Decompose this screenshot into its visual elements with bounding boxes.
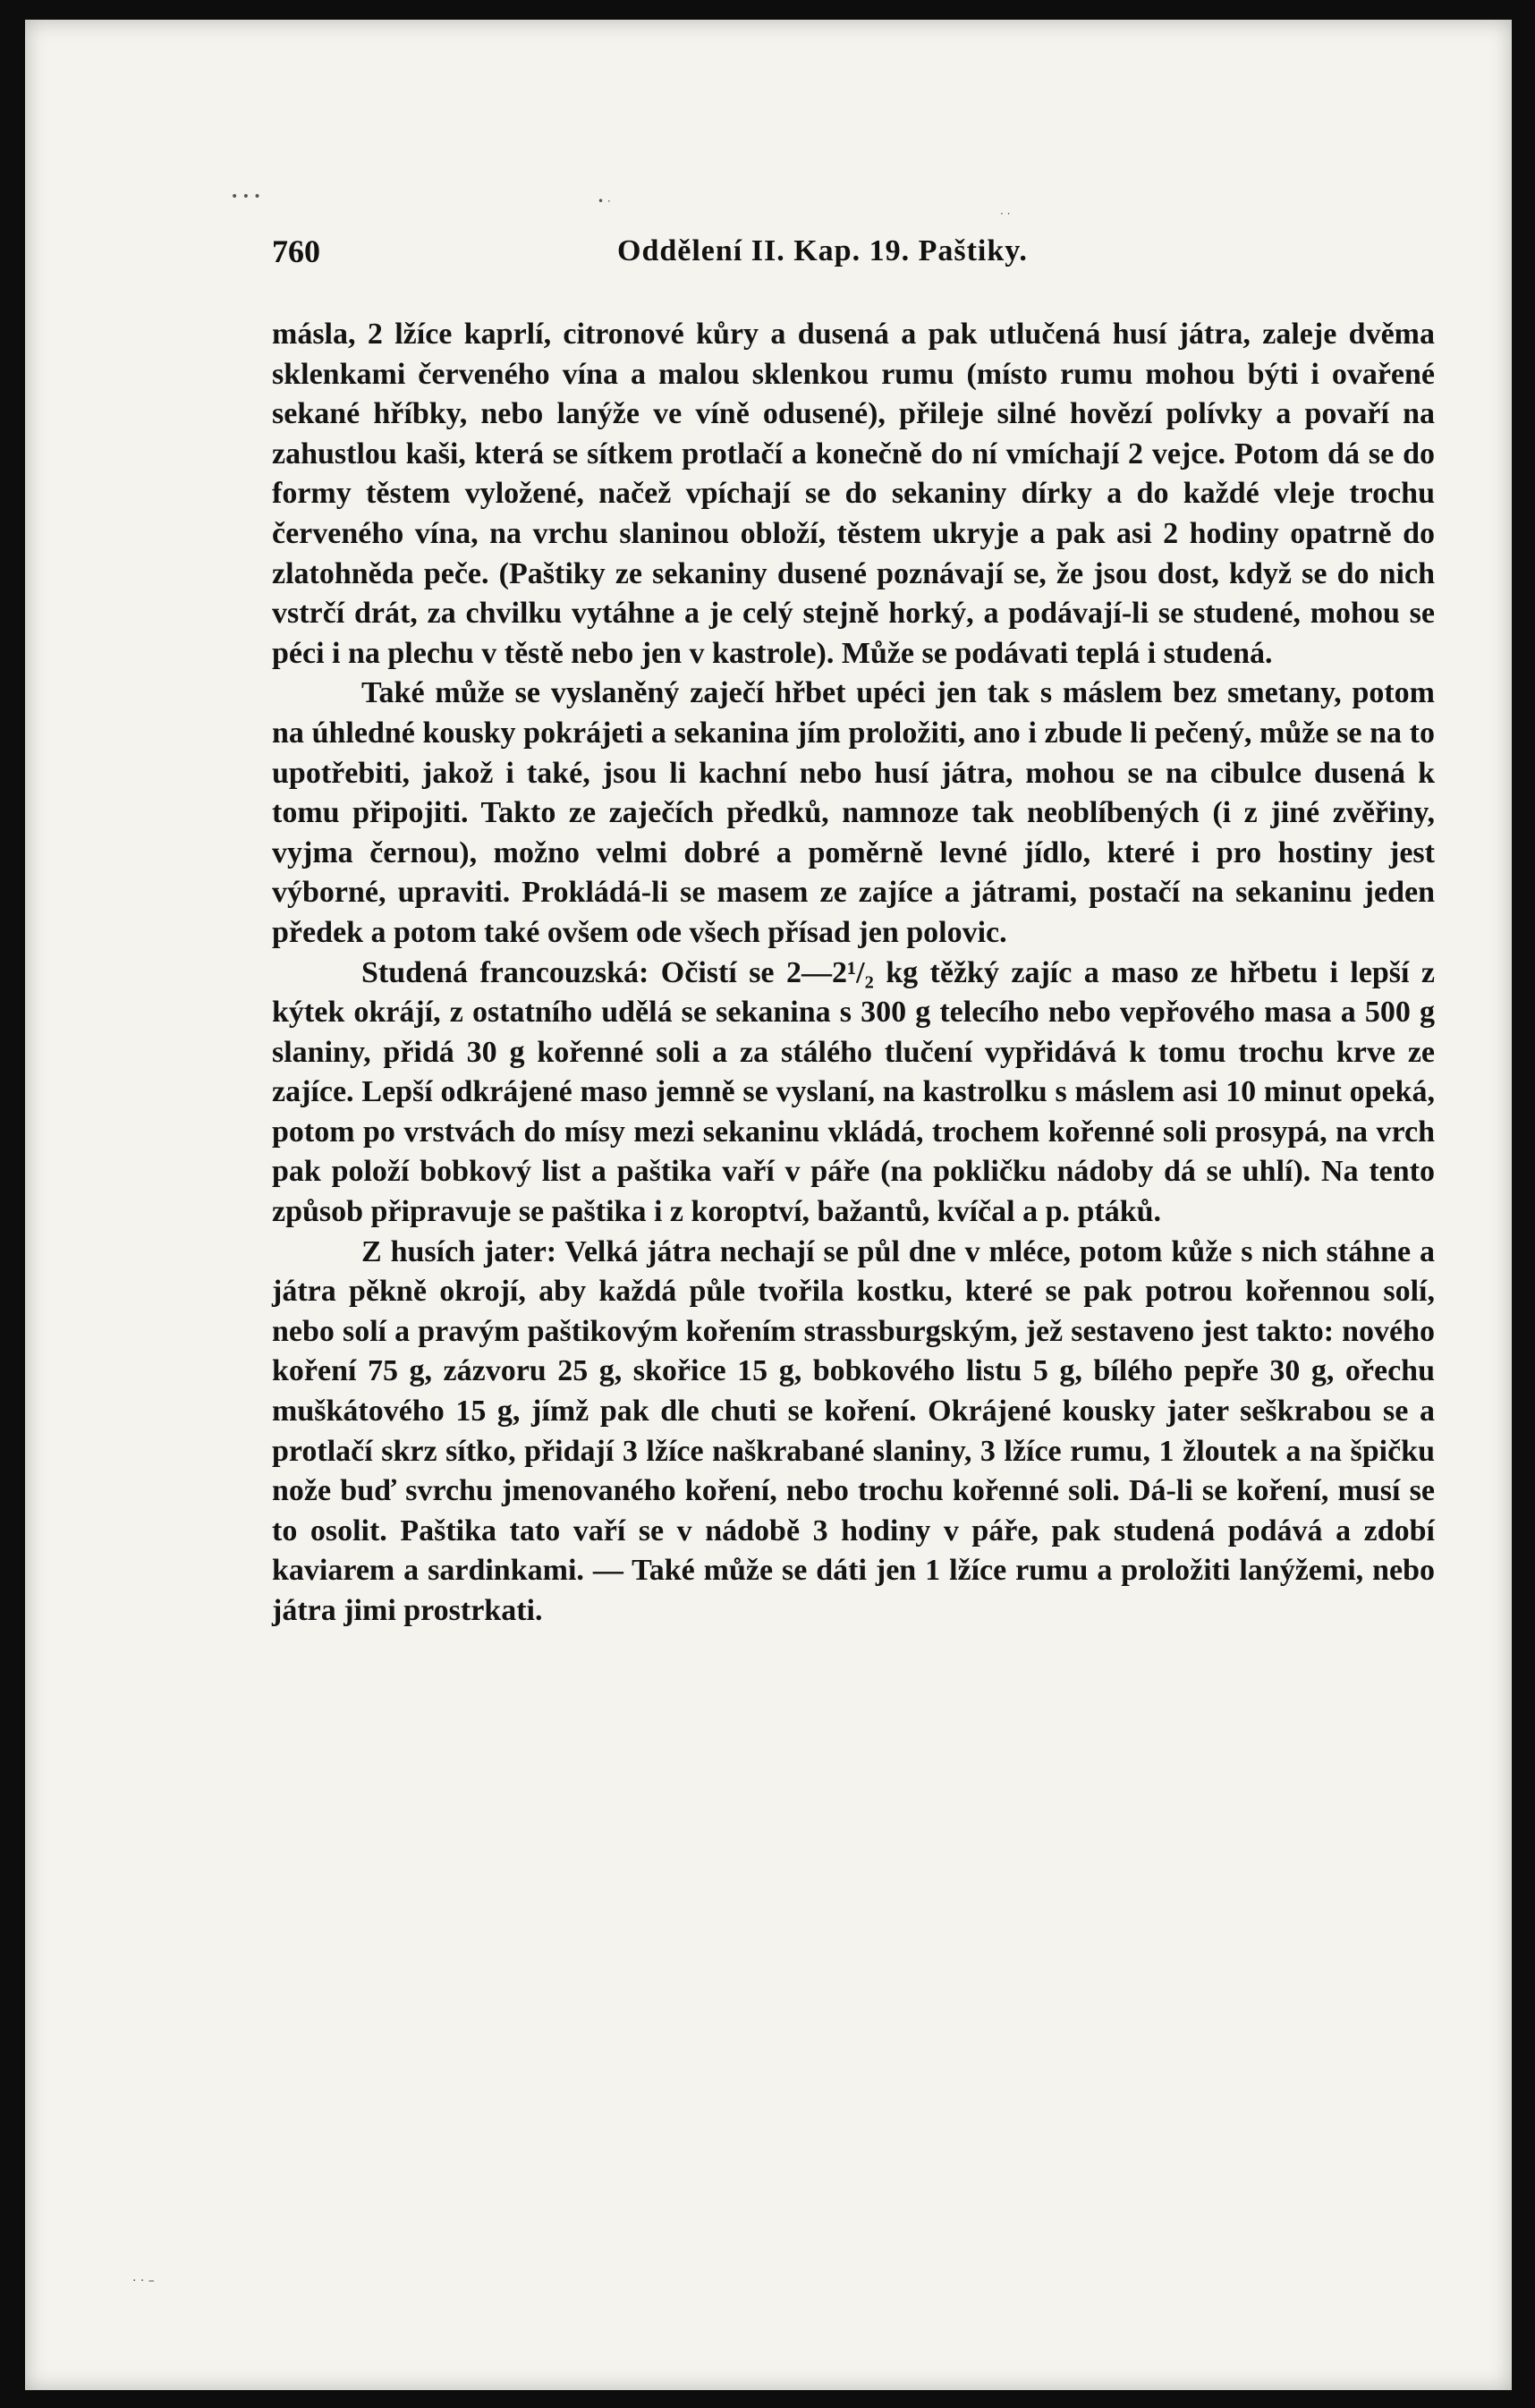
paragraph-1 <box>272 315 1435 674</box>
paragraph-1-text: másla, 2 lžíce kaprlí, citronové kůry a dusená a pak utlučená husí játra, zaleje dvěma sklenkami červeného vína a malou sklenkou rumu (místo rumu mohou býti i ovařené sekané hříbky, nebo lanýže ve víně odusené), přileje silné hovězí polívky a povaří na zahustlou kaši, která se sítkem protlačí a konečně do ní vmíchají 2 vejce. Potom dá se do formy těstem vyložené, načež vpíchají se do sekaniny dírky a do každé vleje trochu červeného vína, na vrchu slaninou obloží, těstem ukryje a pak asi 2 hodiny opatrně do zlatohněda peče. (Paštiky ze sekaniny dusené poznávají se, že jsou dost, když se do nich vstrčí drát, za chvilku vytáhne a je celý stejně horký, a podávají-li se studené, mohou se péci i na plechu v těstě nebo jen v kastrole). Může se podávati teplá i studená. <box>272 318 1435 670</box>
page-header <box>272 233 1435 277</box>
running-head: Oddělení II. Kap. 19. Paštiky. <box>617 234 1028 267</box>
paragraph-2 <box>272 674 1435 953</box>
page-number: 760 <box>272 233 320 269</box>
paragraph-3 <box>272 954 1435 1233</box>
body-text <box>272 315 1435 1632</box>
paragraph-4-text: Velká játra nechají se půl dne v mléce, potom kůže s nich stáhne a játra pěkně okrojí, aby každá půle tvořila kostku, které se pak potrou kořennou solí, nebo solí a pravým paštikovým kořením strassburgským, jež sestaveno jest takto: nového koření 75 g, zázvoru 25 g, skořice 15 g, bobkového listu 5 g, bílého pepře 30 g, ořechu muškátového 15 g, jímž pak dle chuti se koření. Okrájené kousky jater seškrabou se a protlačí skrz sítko, přidají 3 lžíce naškrabané slaniny, 3 lžíce rumu, 1 žloutek a na špičku nože buď svrchu jmenovaného koření, nebo trochu kořenné soli. Dá-li se koření, musí se to osolit. Paštika tato vaří se v nádobě 3 hodiny v páře, pak studená podává a zdobí kaviarem a sardinkami. — Také může se dáti jen 1 lžíce rumu a proložiti lanýžemi, nebo játra jimi prostrkati. <box>272 1234 1435 1627</box>
paragraph-4 <box>272 1233 1435 1632</box>
paragraph-3-lead: Studená francouzská: <box>361 955 649 989</box>
paragraph-2-text: Také může se vyslaněný zaječí hřbet upéci jen tak s máslem bez smetany, potom na úhledné kousky pokrájeti a sekanina jím proložiti, ano i zbude li pečený, může se na to upotřebiti, jakož i také, jsou li kachní nebo husí játra, mohou se na cibulce dusená k tomu připojiti. Takto ze zaječích předků, namnoze tak neoblíbených (i z jiné zvěřiny, vyjma černou), možno velmi dobré a poměrně levné jídlo, které i pro hostiny jest výborné, upraviti. Prokládá-li se masem ze zajíce a játrami, postačí na sekaninu jeden předek a potom také ovšem ode všech přísad jen polovic. <box>272 676 1435 949</box>
book-page: • • • • · · · · · – 760 Oddělení II. Kap. 19. Paštiky. másla, 2 lžíce kaprlí, citronové kůry a dusená a pak utlučená husí játra, zaleje dvěma sklenkami červeného vína a malou sklenkou rumu (místo rumu mohou býti i ovařené sekané hříbky, nebo lanýže ve víně odusené), přileje silné hovězí polívky a povaří na zahustlou kaši, která se sítkem protlačí a konečně do ní vmíchají 2 vejce. Potom dá se do formy těstem vyložené, načež vpíchají se do sekaniny dírky a do každé vleje trochu červeného vína, na vrchu slaninou obloží, těstem ukryje a pak asi 2 hodiny opatrně do zlatohněda peče. (Paštiky ze sekaniny dusené poznávají se, že jsou dost, když se do nich vstrčí drát, za chvilku vytáhne a je celý stejně horký, a podávají-li se studené, mohou se péci i na plechu v těstě nebo jen v kastrole). Může se podávati teplá i studená. Také může se vyslaněný zaječí hřbet upéci jen tak s máslem bez smetany, potom na úhledné kousky pokrájeti a sekanina jím proložiti, ano i zbude li pečený, může se na to upotřebiti, jakož i také, jsou li kachní nebo husí játra, mohou se na cibulce dusená k tomu připojiti. Takto ze zaječích předků, namnoze tak neoblíbených (i z jiné zvěřiny, vyjma černou), možno velmi dobré a poměrně levné jídlo, které i pro hostiny jest výborné, upraviti. Prokládá-li se masem ze zajíce a játrami, postačí na sekaninu jeden předek a potom také ovšem ode všech přísad jen polovic. Studená francouzská: Očistí se 2—2¹/₂ kg těžký zajíc a maso ze hřbetu i lepší z kýtek okrájí, z ostatního udělá se sekanina s 300 g telecího nebo vepřového masa a 500 g slaniny, přidá 30 g kořenné soli a za stálého tlučení vypřidává k tomu trochu krve ze zajíce. Lepší odkrájené maso jemně se vyslaní, na kastrolku s máslem asi 10 minut opeká, potom po vrstvách do mísy mezi sekaninu vkládá, trochem kořenné soli prosypá, na vrch pak položí bobkový list a paštika vaří v páře (na pokličku nádoby dá se uhlí). Na tento způsob připravuje se paštika i z koroptví, bažantů, kvíčal a p. ptáků. Z husích jater: Velká játra nechají se půl dne v mléce, potom kůže s nich stáhne a játra pěkně okrojí, aby každá půle tvořila kostku, které se pak potrou kořennou solí, nebo solí a pravým paštikovým kořením strassburgským, jež sestaveno jest takto: nového koření 75 g, zázvoru 25 g, skořice 15 g, bobkového listu 5 g, bílého pepře 30 g, ořechu muškátového 15 g, jímž pak dle chuti se koření. Okrájené kousky jater seškrabou se a protlačí skrz sítko, přidají 3 lžíce naškrabané slaniny, 3 lžíce rumu, 1 žloutek a na špičku nože buď svrchu jmenovaného koření, nebo trochu kořenné soli. Dá-li se koření, musí se to osolit. Paštika tato vaří se v nádobě 3 hodiny v páře, pak studená podává a zdobí kaviarem a sardinkami. — Také může se dáti jen 1 lžíce rumu a proložiti lanýžemi, nebo játra jimi prostrkati. <box>25 20 1512 2390</box>
paragraph-4-lead: Z husích jater: <box>361 1234 557 1268</box>
paragraph-3-text: Očistí se 2—2¹/₂ kg těžký zajíc a maso ze hřbetu i lepší z kýtek okrájí, z ostatního udělá se sekanina s 300 g telecího nebo vepřového masa a 500 g slaniny, přidá 30 g kořenné soli a za stálého tlučení vypřidává k tomu trochu krve ze zajíce. Lepší odkrájené maso jemně se vyslaní, na kastrolku s máslem asi 10 minut opeká, potom po vrstvách do mísy mezi sekaninu vkládá, trochem kořenné soli prosypá, na vrch pak položí bobkový list a paštika vaří v páře (na pokličku nádoby dá se uhlí). Na tento způsob připravuje se paštika i z koroptví, bažantů, kvíčal a p. ptáků. <box>272 955 1435 1229</box>
